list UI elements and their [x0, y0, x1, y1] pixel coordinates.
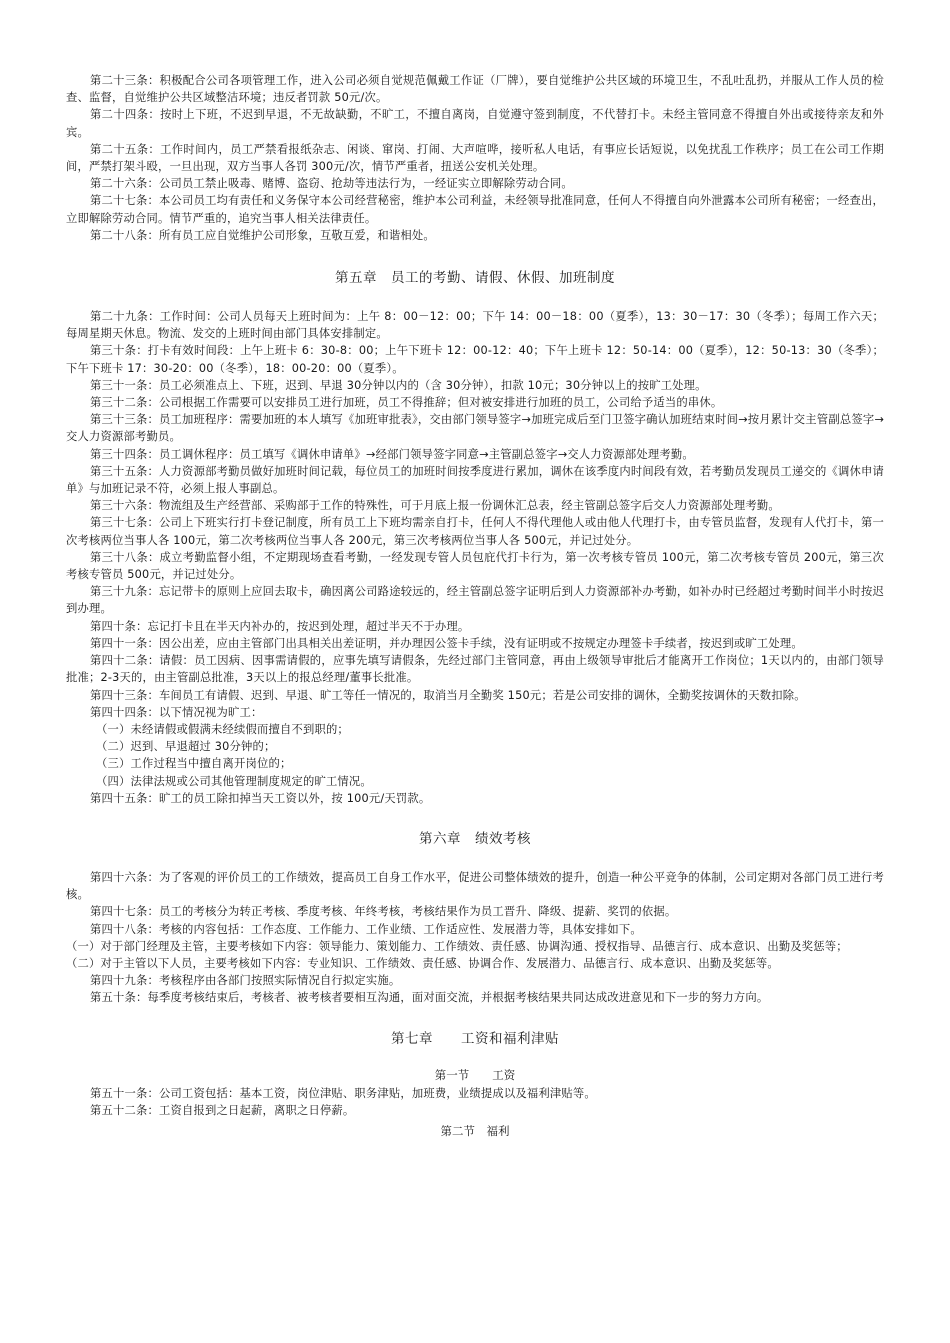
article-47: 第四十七条：员工的考核分为转正考核、季度考核、年终考核，考核结果作为员工晋升、降级、提薪、奖罚的依据。	[90, 905, 677, 919]
article-25: 第二十五条：工作时间内，员工严禁看报纸杂志、闲谈、窜岗、打闹、大声喧哗，接听私人电话，有事应长话短说，以免扰乱工作秩序；员工在公司工作期间，严禁打架斗殴，一旦出现，双方当事人各罚 300元/次，情节严重者，扭送公安机关处理。	[66, 142, 884, 174]
article-31: 第三十一条：员工必须准点上、下班，迟到、早退 30分钟以内的（含 30分钟），扣款 10元；30分钟以上的按旷工处理。	[90, 378, 707, 392]
article-37: 第三十七条：公司上下班实行打卡登记制度，所有员工上下班均需亲自打卡，任何人不得代理他人或由他人代理打卡，由专管员监督，发现有人代打卡，第一次考核两位当事人各 100元，第二次考核两位当事人各 200元，第三次考核两位当事人各 500元，并记过处分。	[66, 516, 884, 547]
section-1-heading: 第一节 工资	[434, 1067, 516, 1082]
article-44-item-1: （一）未经请假或假满未经续假而擅自不到职的；	[96, 722, 349, 736]
article-45: 第四十五条：旷工的员工除扣掉当天工资以外，按 100元/天罚款。	[90, 791, 431, 805]
article-32: 第三十二条：公司根据工作需要可以安排员工进行加班，员工不得推辞；但对被安排进行加班的员工，公司给予适当的串休。	[90, 396, 723, 410]
article-33: 第三十三条：员工加班程序：需要加班的本人填写《加班审批表》，交由部门领导签字→加班完成后至门卫签字确认加班结束时间→按月累计交主管副总签字→交人力资源部考勤员。	[66, 413, 884, 444]
article-36: 第三十六条：物流组及生产经营部、采购部于工作的特殊性，可于月底上报一份调休汇总表，经主管副总签字后交人力资源部处理考勤。	[90, 499, 780, 513]
article-44-item-3: （三）工作过程当中擅自离开岗位的；	[96, 757, 292, 771]
document-page	[66, 72, 884, 1139]
article-48-item-1: （一）对于部门经理及主管，主要考核如下内容：领导能力、策划能力、工作绩效、责任感、协调沟通、授权指导、品德言行、成本意识、出勤及奖惩等；	[66, 939, 848, 953]
article-52: 第五十二条：工资自报到之日起薪，离职之日停薪。	[90, 1103, 355, 1117]
article-24: 第二十四条：按时上下班，不迟到早退，不无故缺勤，不旷工，不擅自离岗，自觉遵守签到制度，不代替打卡。未经主管同意不得擅自外出或接待亲友和外宾。	[66, 108, 884, 139]
article-44-item-4: （四）法律法规或公司其他管理制度规定的旷工情况。	[96, 774, 372, 788]
article-26: 第二十六条：公司员工禁止吸毒、赌博、盗窃、抢劫等违法行为，一经证实立即解除劳动合同。	[90, 177, 573, 191]
article-27: 第二十七条：本公司员工均有责任和义务保守本公司经营秘密，维护本公司利益，未经领导批准同意，任何人不得擅自向外泄露本公司所有秘密；一经查出，立即解除劳动合同。情节严重的，追究当事人相关法律责任。	[66, 194, 884, 225]
article-48-item-2: （二）对于主管以下人员，主要考核如下内容：专业知识、工作绩效、责任感、协调合作、发展潜力、品德言行、成本意识、出勤及奖惩等。	[66, 956, 779, 970]
article-29: 第二十九条：工作时间：公司人员每天上班时间为：上午 8：00－12：00；下午 14：00－18：00（夏季），13：30－17：30（冬季）；每周工作六天；每周星期天休息。物流、发交的上班时间由部门具体安排制定。	[66, 310, 884, 341]
article-51: 第五十一条：公司工资包括：基本工资，岗位津贴、职务津贴，加班费，业绩提成以及福利津贴等。	[90, 1086, 596, 1100]
article-50: 第五十条：每季度考核结束后，考核者、被考核者要相互沟通，面对面交流，并根据考核结果共同达成改进意见和下一步的努力方向。	[90, 991, 769, 1005]
article-39: 第三十九条：忘记带卡的原则上应回去取卡，确因离公司路途较远的，经主管副总签字证明后到人力资源部补办考勤，如补办时已经超过考勤时间半小时按迟到办理。	[66, 585, 884, 616]
article-42: 第四十二条：请假：员工因病、因事需请假的，应事先填写请假条，先经过部门主管同意，再由上级领导审批后才能离开工作岗位；1天以内的，由部门领导批准；2-3天的，由主管副总批准，3天以上的报总经理/董事长批准。	[66, 654, 884, 685]
article-48: 第四十八条：考核的内容包括：工作态度、工作能力、工作业绩、工作适应性、发展潜力等，具体安排如下。	[90, 922, 642, 936]
article-23: 第二十三条：积极配合公司各项管理工作，进入公司必须自觉规范佩戴工作证（厂牌），要自觉维护公共区域的环境卫生，不乱吐乱扔，并服从工作人员的检查、监督，自觉维护公共区域整洁环境；违反者罚款 50元/次。	[66, 74, 884, 105]
section-2-heading: 第二节 福利	[440, 1123, 510, 1138]
article-35: 第三十五条：人力资源部考勤员做好加班时间记载，每位员工的加班时间按季度进行累加，调休在该季度内时间段有效，若考勤员发现员工递交的《调休申请单》与加班记录不符，必须上报人事副总。	[66, 464, 884, 496]
chapter-5-heading: 第五章 员工的考勤、请假、休假、加班制度	[335, 270, 615, 287]
article-30: 第三十条：打卡有效时间段：上午上班卡 6：30-8：00；上午下班卡 12：00-12：40；下午上班卡 12：50-14：00（夏季），12：50-13：30（冬季）；下午下班卡 17：30-20：00（冬季），18：00-20：00（夏季）。	[66, 344, 884, 375]
chapter-7-heading: 第七章 工资和福利津贴	[391, 1030, 559, 1047]
article-44-item-2: （二）迟到、早退超过 30分钟的；	[96, 740, 276, 754]
article-40: 第四十条：忘记打卡且在半天内补办的，按迟到处理，超过半天不于办理。	[90, 619, 470, 633]
article-41: 第四十一条：因公出差，应由主管部门出具相关出差证明，并办理因公签卡手续，没有证明或不按规定办理签卡手续者，按迟到或旷工处理。	[90, 636, 803, 650]
article-43: 第四十三条：车间员工有请假、迟到、早退、旷工等任一情况的，取消当月全勤奖 150元；若是公司安排的调休，全勤奖按调休的天数扣除。	[90, 688, 806, 702]
article-44: 第四十四条：以下情况视为旷工：	[90, 705, 263, 719]
article-49: 第四十九条：考核程序由各部门按照实际情况自行拟定实施。	[90, 974, 401, 988]
article-28: 第二十八条：所有员工应自觉维护公司形象，互敬互爱，和谐相处。	[90, 228, 435, 242]
article-34: 第三十四条：员工调休程序：员工填写《调休申请单》→经部门领导签字同意→主管副总签字→交人力资源部处理考勤。	[90, 447, 694, 461]
article-46: 第四十六条：为了客观的评价员工的工作绩效，提高员工自身工作水平，促进公司整体绩效的提升，创造一种公平竞争的体制，公司定期对各部门员工进行考核。	[66, 870, 884, 902]
article-38: 第三十八条：成立考勤监督小组，不定期现场查看考勤，一经发现专管人员包庇代打卡行为，第一次考核专管员 100元，第二次考核专管员 200元，第三次考核专管员 500元，并记过处分。	[66, 550, 884, 582]
chapter-6-heading: 第六章 绩效考核	[419, 830, 531, 847]
